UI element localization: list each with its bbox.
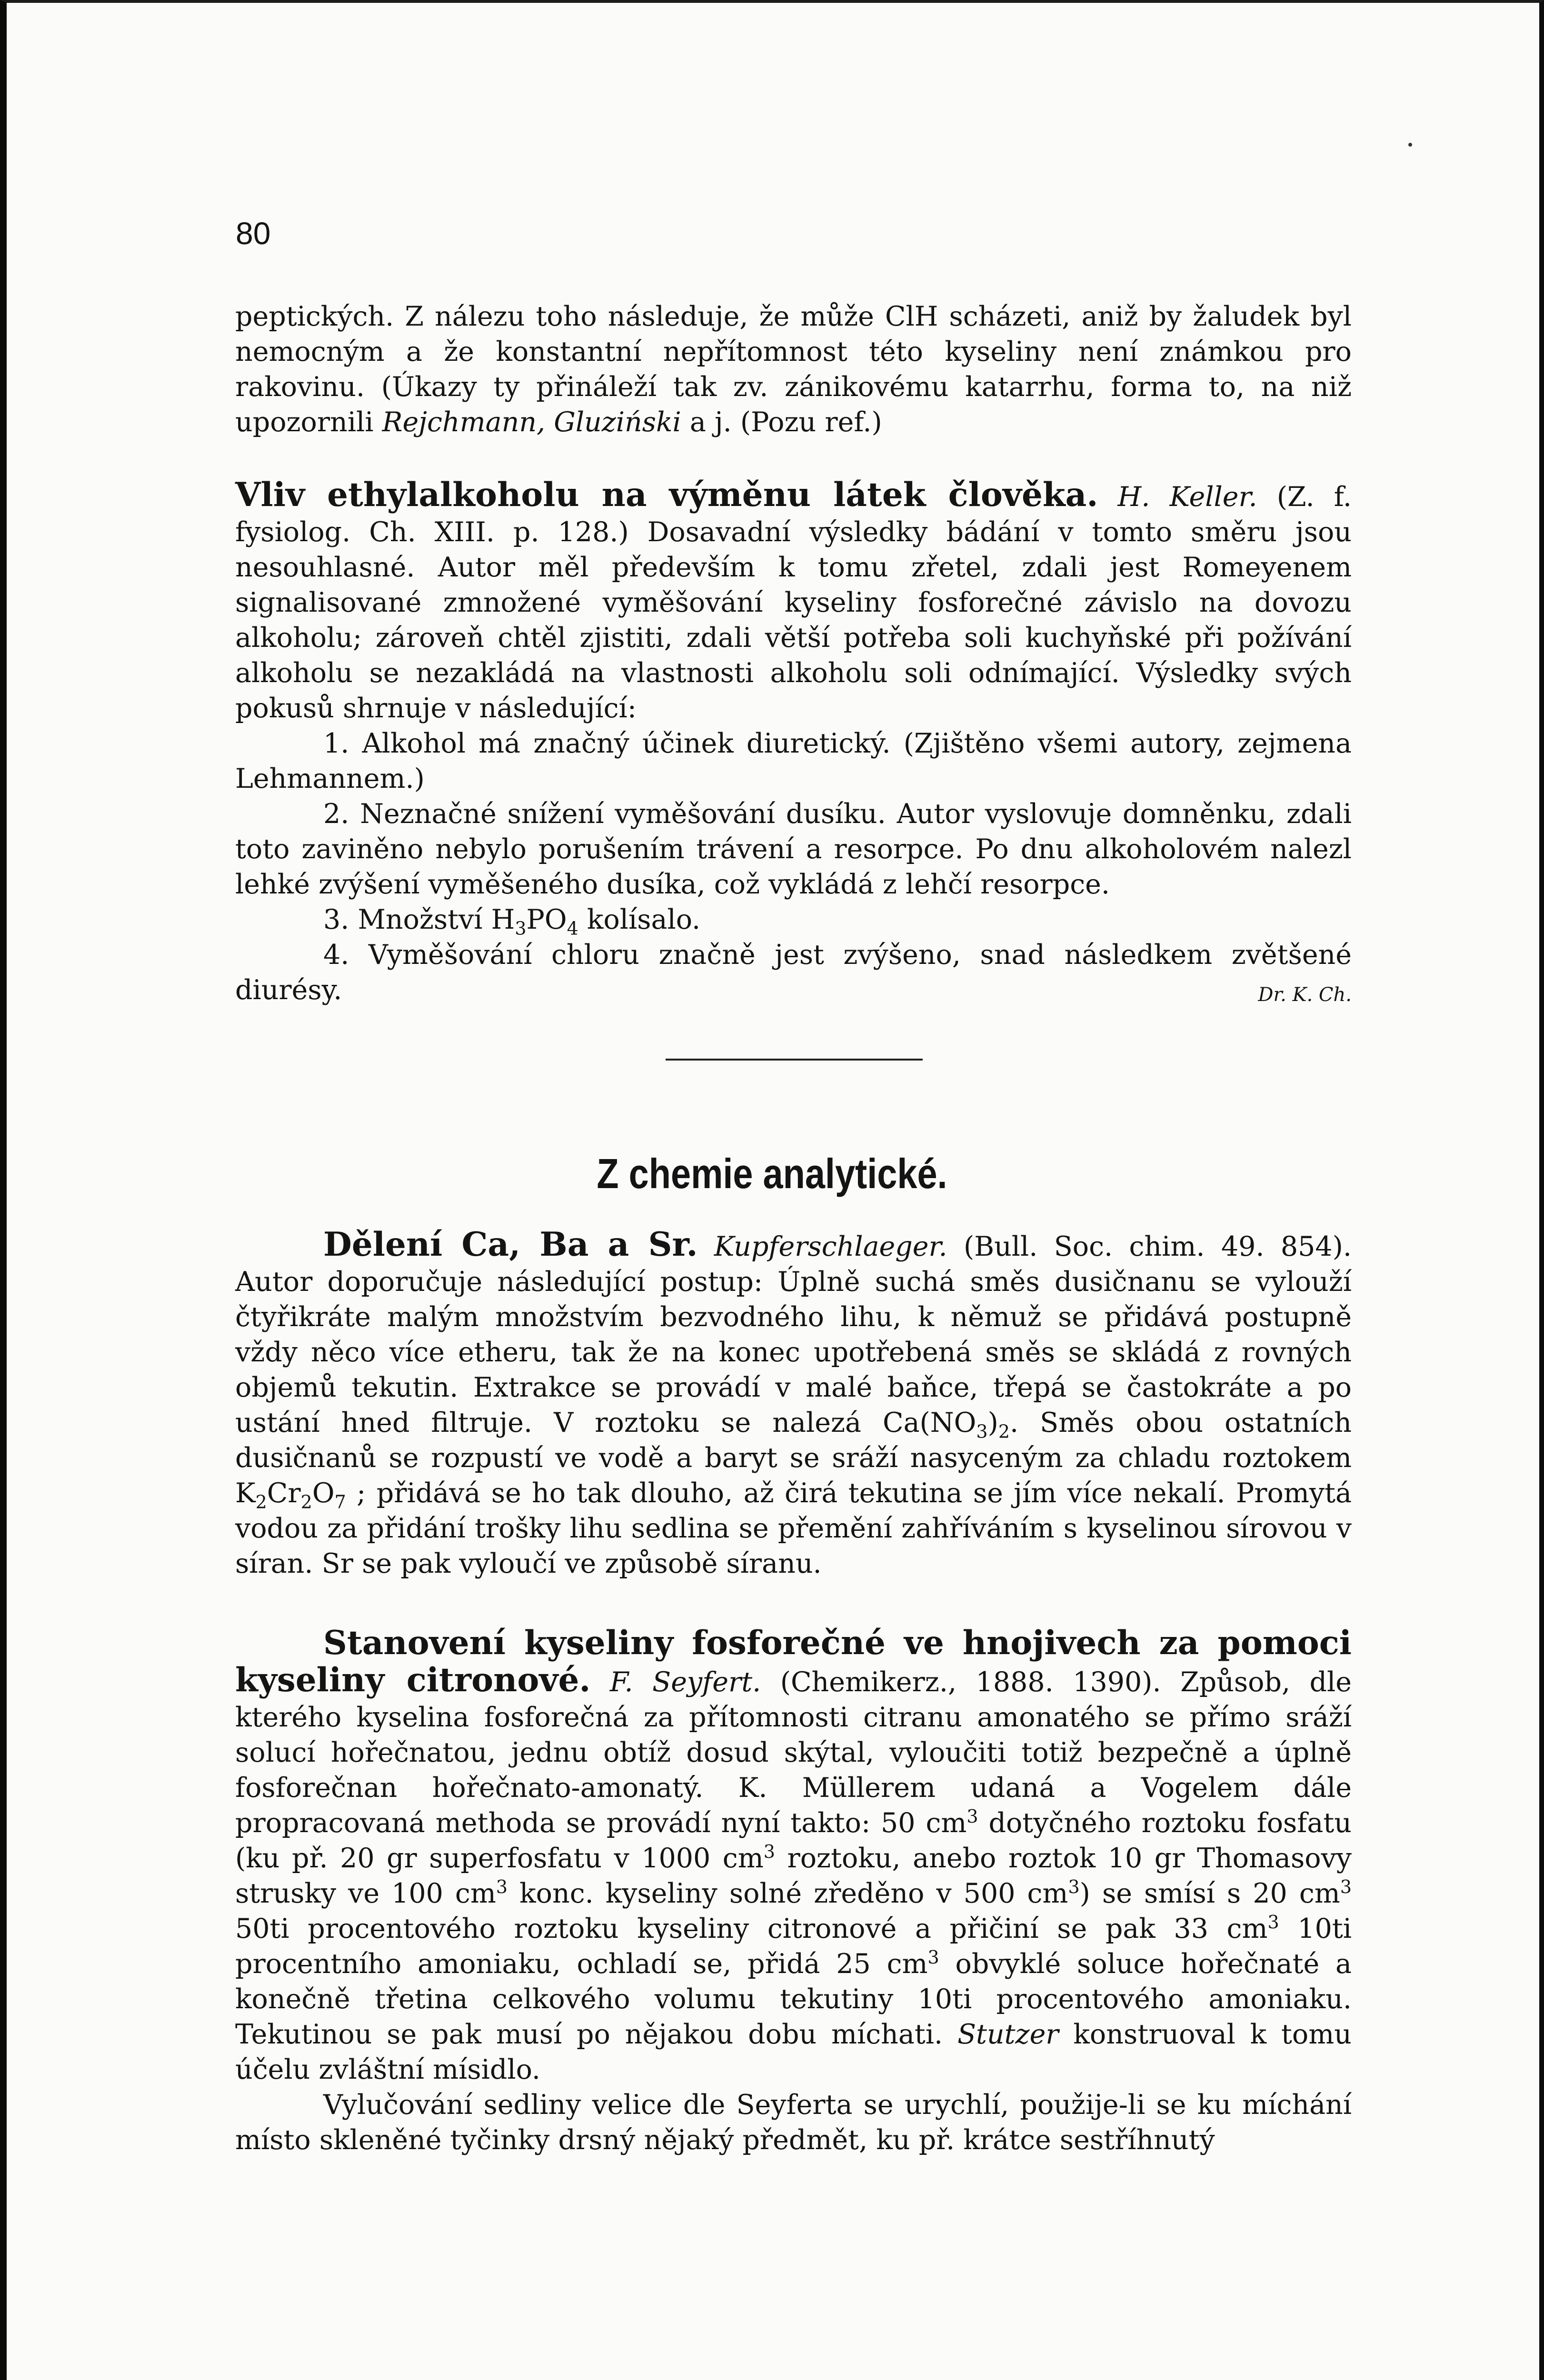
list-item	[235, 937, 1352, 1008]
list-item: 1. Alkohol má značný účinek diuretický. (Zjištěno všemi autory, zejmena Lehmannem.)	[235, 728, 1352, 794]
article-ref: (Bull. Soc. chim. 49. 854).	[947, 1231, 1352, 1262]
formula-part: )	[987, 1407, 998, 1438]
top-paragraph	[235, 299, 1352, 440]
superscript: 3	[763, 1841, 775, 1862]
article-title: Vliv ethylalkoholu na výměnu látek člověka.	[235, 476, 1098, 514]
top-text: peptických. Z nálezu toho následuje, že může ClH scházeti, aniž by žaludek byl nemocným a že konstantní nepřítomnost této kyseliny není známkou pro rakovinu. (Úkazy ty přináleží tak zv. zánikovému katarrhu, forma to, na niž upozornili	[235, 301, 1352, 438]
formula-part: kolísalo.	[578, 904, 701, 935]
subscript: 3	[515, 918, 527, 939]
article-text: Autor doporučuje následující postup: Úplně suchá směs dusičnanu se vylouží čtyřikráte malým množstvím bezvodného lihu, k němuž se přidává postupně vždy něco více etheru, tak že na konec upotřebená směs se skládá z rovných objemů tekutin. Extrakce se provádí v malé baňce, třepá se častokráte a po ustání hned filtruje. V roztoku se nalezá Ca(NO	[235, 1266, 1352, 1438]
article-deleni	[235, 1227, 1352, 1581]
superscript: 3	[1340, 1876, 1352, 1897]
subscript: 7	[334, 1491, 346, 1513]
formula-part: O	[312, 1478, 335, 1509]
subscript: 3	[976, 1421, 988, 1442]
subscript: 2	[998, 1421, 1010, 1442]
superscript: 3	[1267, 1912, 1279, 1933]
article-ethylalkohol	[235, 477, 1352, 1012]
formula-part: 3. Množství H	[323, 904, 515, 935]
list-item	[235, 902, 1352, 937]
article-text: ) se smísí s 20 cm	[1079, 1878, 1340, 1909]
formula-part: Cr	[267, 1478, 301, 1509]
article-text: (Z. f. fysiolog. Ch. XIII. p. 128.) Dosavadní výsledky bádání v tomto směru jsou nesouhlasné. Autor měl především k tomu zřetel, zdali jest Romeyenem signalisované zmnožené vyměšování kyseliny fosforečné závislo na dovozu alkoholu; zároveň chtěl zjistiti, zdali větší potřeba soli kuchyňské při požívání alkoholu se nezakládá na vlastnosti alkoholu soli odnímající. Výsledky svých pokusů shrnuje v následující:	[235, 481, 1352, 724]
superscript: 3	[496, 1876, 508, 1897]
top-tail: a j. (Pozu ref.)	[681, 407, 882, 438]
last-paragraph: Vylučování sedliny velice dle Seyferta se urychlí, použije-li se ku míchání místo skleněné tyčinky drsný nějaký předmět, ku př. krátce sestříhnutý	[235, 2089, 1352, 2156]
signature: Dr. K. Ch.	[1258, 984, 1352, 1006]
subscript: 2	[300, 1491, 312, 1513]
cited-author: Stutzer	[957, 2019, 1059, 2050]
article-text: roztoku, anebo roztok 10 gr Thomasovy strusky ve 100 cm	[235, 1843, 1352, 1909]
article-author: Kupferschlaeger.	[714, 1231, 947, 1262]
article-text: . Směs obou ostatních dusičnanů se rozpustí ve vodě a baryt se sráží nasyceným za chladu roztokem K	[235, 1407, 1352, 1509]
article-text: dotyčného roztoku fosfatu (ku př. 20 gr superfosfatu v 1000 cm	[235, 1807, 1352, 1874]
superscript: 3	[927, 1947, 939, 1968]
article-text: (Chemikerz., 1888. 1390). Způsob, dle kterého kyselina fosforečná za přítomnosti citranu amonatého se přímo sráží solucí hořečnatou, jednu obtíž dosud skýtal, vyloučiti totiž bezpečně a úplně fosforečnan hořečnato-amonatý. K. Müllerem udaná a Vogelem dále propracovaná methoda se provádí nyní takto: 50 cm	[235, 1666, 1352, 1839]
page-number: 80	[236, 216, 271, 251]
article-text: konc. kyseliny solné zředěno v 500 cm	[508, 1878, 1068, 1909]
section-divider	[666, 1059, 923, 1061]
article-text: 50ti procentového roztoku kyseliny citronové a přičiní se pak 33 cm	[235, 1913, 1268, 1944]
list-item: 2. Neznačné snížení vyměšování dusíku. Autor vyslovuje domněnku, zdali toto zaviněno nebylo porušením trávení a resorpce. Po dnu alkoholovém nalezl lehké zvýšení vyměšeného dusíka, což vykládá z lehčí resorpce.	[235, 798, 1352, 900]
item-text: 4. Vyměšování chloru značně jest zvýšeno, snad následkem zvětšené diurésy.	[235, 939, 1352, 1006]
article-text: konstruoval k tomu účelu zvláštní mísidlo.	[235, 2019, 1352, 2085]
superscript: 3	[1068, 1876, 1080, 1897]
article-author: H. Keller.	[1117, 481, 1257, 513]
section-heading: Z chemie analytické.	[597, 1150, 947, 1197]
article-title: Dělení Ca, Ba a Sr.	[323, 1225, 698, 1264]
scan-speck	[1408, 143, 1412, 147]
article-text: 10ti procentního amoniaku, ochladí se, přidá 25 cm	[235, 1913, 1352, 1980]
article-text: obvyklé soluce hořečnaté a konečně třetina celkového volumu tekutiny 10ti procentového amoniaku. Tekutinou se pak musí po nějakou dobu míchati.	[235, 1948, 1352, 2050]
subscript: 2	[255, 1491, 267, 1513]
subscript: 4	[567, 918, 578, 939]
superscript: 3	[966, 1806, 978, 1827]
article-stanoveni	[235, 1626, 1352, 2158]
article-text: ; přidává se ho tak dlouho, až čirá tekutina se jím více nekalí. Promytá vodou za přidání trošky lihu sedlina se přemění zahříváním s kyselinou sírovou v síran. Sr se pak vyloučí ve způsobě síranu.	[235, 1478, 1352, 1579]
cited-authors: Rejchmann, Gluziński	[382, 407, 681, 438]
article-author: F. Seyfert.	[609, 1666, 761, 1698]
formula-part: PO	[526, 904, 567, 935]
article-title: Stanovení kyseliny fosforečné ve hnojivech za pomoci kyseliny citronové.	[235, 1624, 1352, 1699]
